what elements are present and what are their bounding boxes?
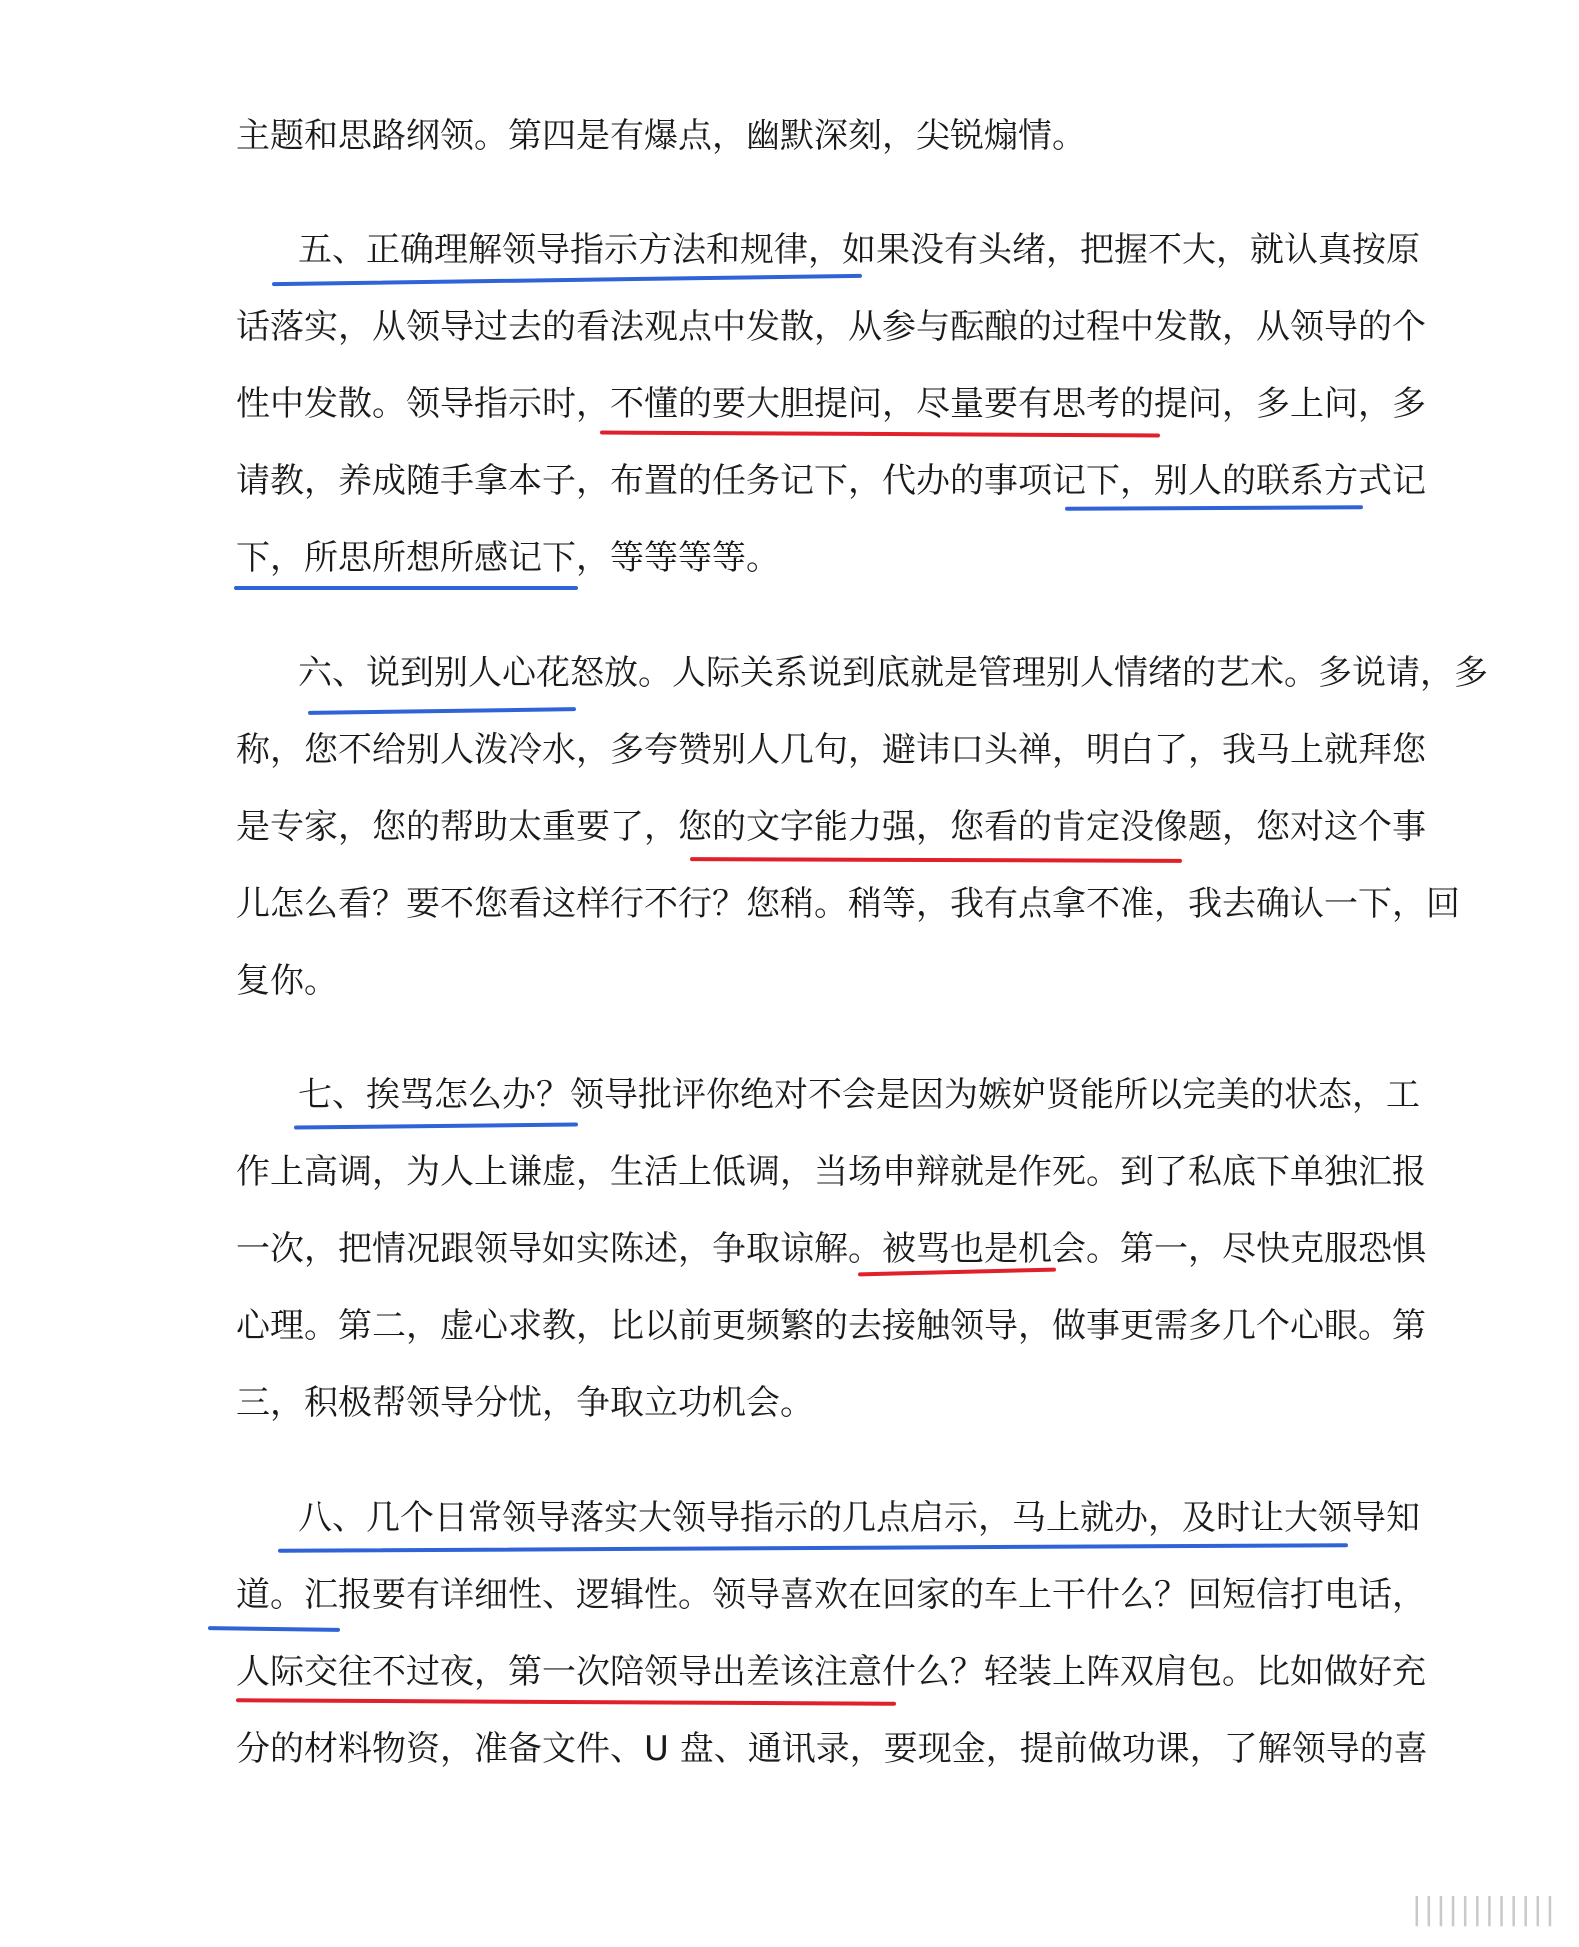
text-line: 称，您不给别人泼冷水，多夸赞别人几句，避讳口头禅，明白了，我马上就拜您 xyxy=(236,730,1426,770)
blue-underline xyxy=(234,586,578,590)
text-line: 心理。第二，虚心求教，比以前更频繁的去接触领导，做事更需多几个心眼。第 xyxy=(236,1306,1426,1346)
text-line: 儿怎么看？要不您看这样行不行？您稍。稍等，我有点拿不准，我去确认一下，回 xyxy=(236,884,1460,924)
blue-underline xyxy=(208,1626,340,1632)
text-line: 性中发散。领导指示时，不懂的要大胆提问，尽量要有思考的提问，多上问，多 xyxy=(236,384,1426,424)
text-line: 请教，养成随手拿本子，布置的任务记下，代办的事项记下，别人的联系方式记 xyxy=(236,461,1426,501)
red-underline xyxy=(690,857,1182,863)
red-underline xyxy=(600,431,1160,438)
section-5-heading-line: 五、正确理解领导指示方法和规律，如果没有头绪，把握不大，就认真按原 xyxy=(298,230,1420,270)
text-line: 人际交往不过夜，第一次陪领导出差该注意什么？轻装上阵双肩包。比如做好充 xyxy=(236,1652,1426,1692)
text-line: 一次，把情况跟领导如实陈述，争取谅解。被骂也是机会。第一，尽快克服恐惧 xyxy=(236,1229,1426,1269)
red-underline xyxy=(236,1698,896,1705)
blue-underline xyxy=(278,1543,1348,1553)
section-6-heading-line: 六、说到别人心花怒放。人际关系说到底就是管理别人情绪的艺术。多说请，多 xyxy=(298,653,1488,693)
text-line: 作上高调，为人上谦虚，生活上低调，当场申辩就是作死。到了私底下单独汇报 xyxy=(236,1152,1426,1192)
text-line: 下，所思所想所感记下，等等等等。 xyxy=(236,538,780,578)
text-line: 道。汇报要有详细性、逻辑性。领导喜欢在回家的车上干什么？回短信打电话， xyxy=(236,1575,1426,1615)
text-line: 分的材料物资，准备文件、U 盘、通讯录，要现金，提前做功课，了解领导的喜 xyxy=(236,1729,1428,1769)
watermark: |||||||||||| xyxy=(1411,1892,1557,1927)
text-line: 话落实，从领导过去的看法观点中发散，从参与酝酿的过程中发散，从领导的个 xyxy=(236,307,1426,347)
text-line: 复你。 xyxy=(236,961,338,1001)
text-line: 三，积极帮领导分忧，争取立功机会。 xyxy=(236,1383,814,1423)
blue-underline xyxy=(308,707,576,715)
section-8-heading-line: 八、几个日常领导落实大领导指示的几点启示，马上就办，及时让大领导知 xyxy=(298,1498,1420,1538)
blue-underline xyxy=(294,1123,578,1130)
blue-underline xyxy=(1065,505,1363,511)
section-7-heading-line: 七、挨骂怎么办？领导批评你绝对不会是因为嫉妒贤能所以完美的状态，工 xyxy=(298,1075,1420,1115)
text-line: 是专家，您的帮助太重要了，您的文字能力强，您看的肯定没像题，您对这个事 xyxy=(236,807,1426,847)
text-line: 主题和思路纲领。第四是有爆点，幽默深刻，尖锐煽情。 xyxy=(236,116,1086,156)
